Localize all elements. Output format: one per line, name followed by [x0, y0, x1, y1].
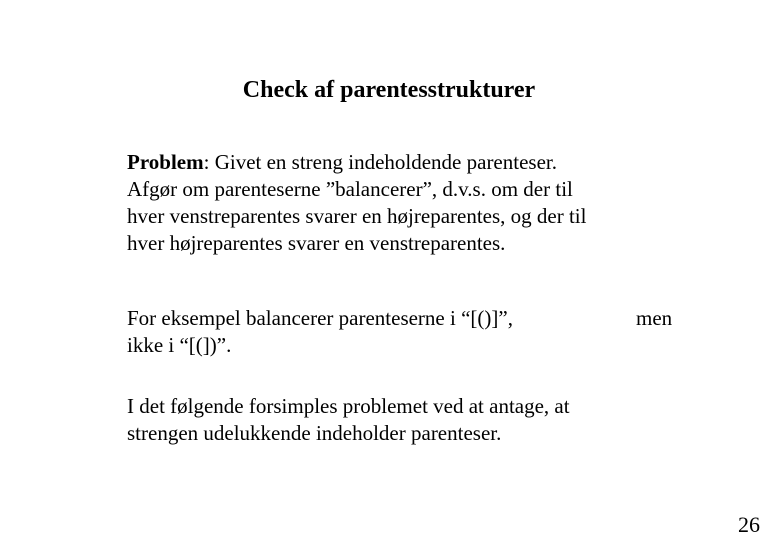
example-paragraph — [127, 305, 513, 359]
slide-title — [0, 74, 780, 106]
page-number: 26 — [738, 512, 760, 537]
problem-label: Problem — [127, 150, 204, 174]
problem-line-3: hver venstreparentes svarer en højreparentes, og der til — [127, 204, 587, 228]
note-paragraph — [127, 393, 570, 447]
problem-line-4: hver højreparentes svarer en venstreparentes. — [127, 231, 506, 255]
note-line-2: strengen udelukkende indeholder parenteser. — [127, 421, 502, 445]
example-line-1: For eksempel balancerer parenteserne i “[()]”, — [127, 306, 513, 330]
example-line-2: ikke i “[(])”. — [127, 333, 232, 357]
note-line-1: I det følgende forsimples problemet ved at antage, at — [127, 394, 570, 418]
problem-line-2: Afgør om parenteserne ”balancerer”, d.v.s. om der til — [127, 177, 573, 201]
problem-line-1-text: : Givet en streng indeholdende parenteser. — [203, 150, 557, 174]
problem-paragraph — [127, 149, 586, 257]
slide-title-text: Check af parentesstrukturer — [242, 77, 536, 103]
problem-line-1 — [127, 149, 586, 176]
example-men-word: men — [636, 306, 673, 330]
